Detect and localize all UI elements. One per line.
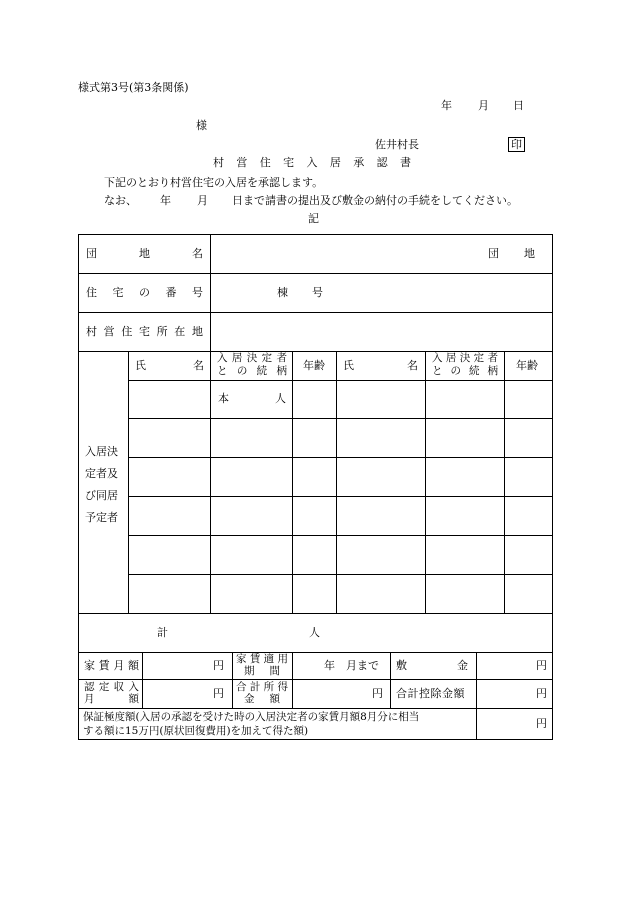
persons-unit: 人 bbox=[309, 626, 320, 639]
issuer-name: 佐井村長 bbox=[375, 138, 419, 151]
income-label: 認 定 収 入 月 額 bbox=[84, 681, 139, 705]
name-header: 氏 名 bbox=[135, 359, 204, 372]
ki-mark: 記 bbox=[308, 212, 319, 225]
estate-name-label: 団 地 名 bbox=[86, 247, 203, 260]
estate-suffix: 団 地 bbox=[488, 247, 535, 260]
recipient-suffix: 様 bbox=[196, 119, 207, 132]
relation-header: 入 居 決 定 者 と の 続 柄 bbox=[217, 352, 287, 377]
total-label: 計 bbox=[157, 626, 168, 639]
name-header: 氏 名 bbox=[343, 359, 418, 372]
rent-period-label: 家 賃 適 用 期 間 bbox=[236, 653, 288, 677]
occupants-label: 入居決 定者及 び同居 予定者 bbox=[85, 445, 118, 524]
income-total-label: 合 計 所 得 金 額 bbox=[236, 681, 288, 705]
self-relation: 本 人 bbox=[218, 392, 286, 405]
title-char: 営 bbox=[236, 156, 248, 169]
rent-period-until: 年 月まで bbox=[324, 659, 379, 672]
approval-table bbox=[78, 234, 553, 740]
form-number: 様式第3号(第3条関係) bbox=[78, 81, 189, 94]
deduction-label: 合計控除金額 bbox=[396, 687, 465, 700]
age-header: 年齢 bbox=[516, 359, 538, 372]
location-label: 村 営 住 宅 所 在 地 bbox=[86, 325, 203, 338]
approval-text: 下記のとおり村営住宅の入居を承認します。 bbox=[104, 176, 324, 189]
rent-yen: 円 bbox=[213, 659, 224, 672]
deduction-yen: 円 bbox=[536, 687, 547, 700]
title-char: 書 bbox=[400, 156, 411, 169]
title-char: 村 bbox=[213, 156, 224, 169]
title-char: 住 bbox=[259, 156, 271, 169]
procedure-prefix: なお、 bbox=[104, 194, 137, 207]
deposit-label: 敷 金 bbox=[396, 659, 468, 672]
income-yen: 円 bbox=[213, 687, 224, 700]
title-char: 入 bbox=[306, 156, 318, 169]
rent-label: 家 賃 月 額 bbox=[84, 659, 139, 672]
guarantee-label-line1: 保証極度額(入居の承認を受けた時の入居決定者の家賃月額8月分に相当 bbox=[83, 711, 420, 723]
relation-header: 入 居 決 定 者 と の 続 柄 bbox=[432, 352, 498, 377]
procedure-month: 月 bbox=[197, 194, 208, 207]
seal-mark: 印 bbox=[508, 137, 525, 152]
income-total-yen: 円 bbox=[372, 687, 383, 700]
date-day: 日 bbox=[513, 99, 524, 112]
document-title bbox=[213, 157, 411, 168]
procedure-year: 年 bbox=[160, 194, 171, 207]
deposit-yen: 円 bbox=[536, 659, 547, 672]
title-char: 認 bbox=[376, 156, 388, 169]
title-char: 宅 bbox=[283, 156, 295, 169]
title-char: 承 bbox=[353, 156, 365, 169]
age-header: 年齢 bbox=[303, 359, 325, 372]
house-number-label: 住 宅 の 番 号 bbox=[86, 286, 203, 299]
procedure-text: 日まで請書の提出及び敷金の納付の手続をしてください。 bbox=[232, 194, 518, 207]
building-unit: 棟 bbox=[277, 286, 288, 299]
guarantee-yen: 円 bbox=[536, 717, 547, 730]
date-month: 月 bbox=[478, 99, 489, 112]
date-year: 年 bbox=[441, 99, 452, 112]
number-unit: 号 bbox=[312, 286, 323, 299]
guarantee-label-line2: する額に15万円(原状回復費用)を加えて得た額) bbox=[83, 725, 309, 737]
title-char: 居 bbox=[329, 156, 341, 169]
